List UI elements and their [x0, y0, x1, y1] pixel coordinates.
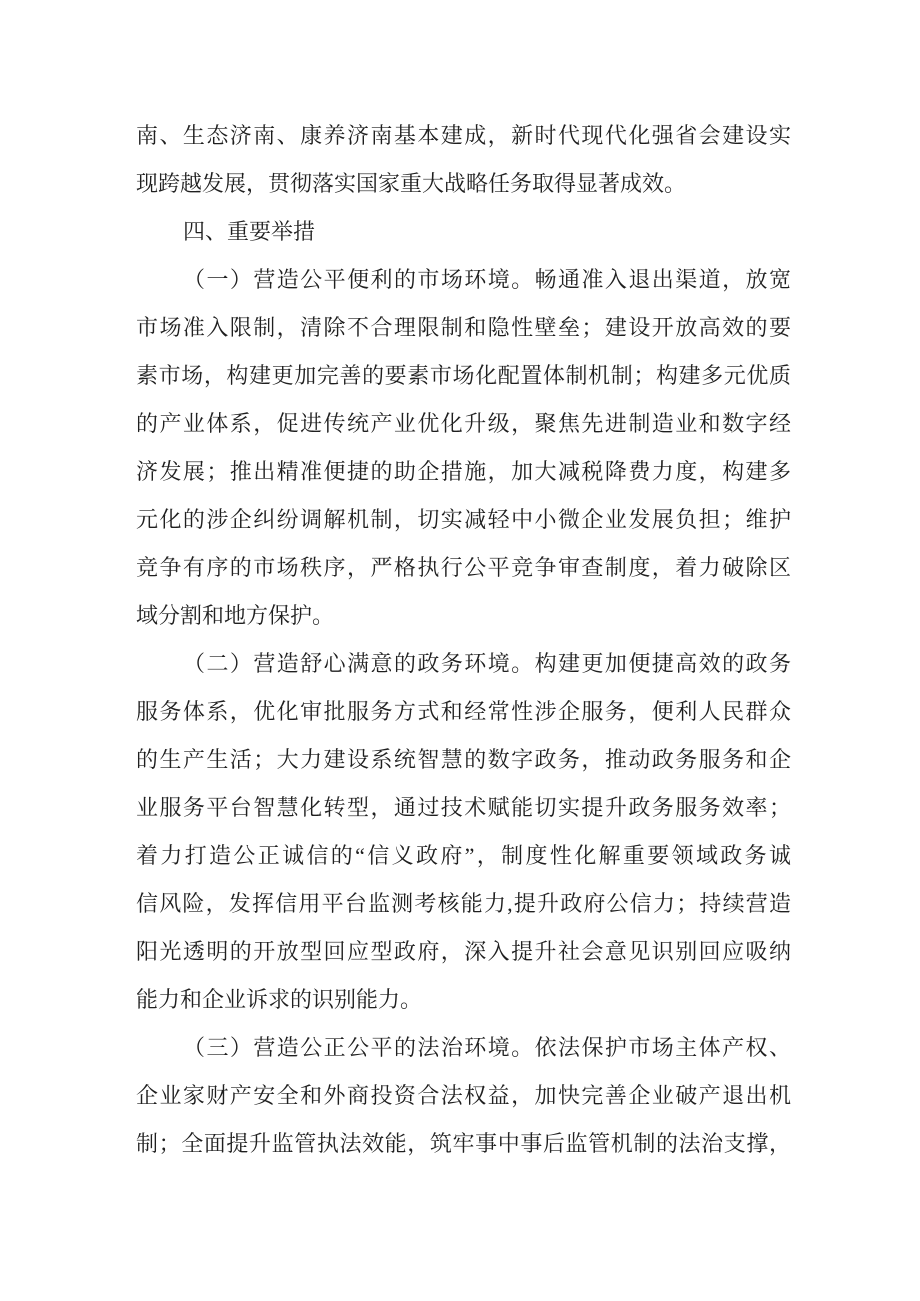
text-line: 济发展；推出精准便捷的助企措施，加大减税降费力度，构建多	[136, 459, 791, 484]
text-line: （三）营造公正公平的法治环境。依法保护市场主体产权、	[183, 1035, 791, 1060]
text-line: 企业家财产安全和外商投资合法权益，加快完善企业破产退出机	[136, 1083, 791, 1108]
text-line: 能力和企业诉求的识别能力。	[136, 987, 423, 1012]
section-heading-four	[136, 208, 791, 256]
paragraph-item-one	[136, 256, 791, 640]
text-line: 市场准入限制，清除不合理限制和隐性壁垒；建设开放高效的要	[136, 315, 791, 340]
text-line: 阳光透明的开放型回应型政府，深入提升社会意见识别回应吸纳	[136, 939, 791, 964]
paragraph-item-two	[136, 640, 791, 1024]
text-line: 域分割和地方保护。	[136, 603, 335, 628]
text-line: 的生产生活；大力建设系统智慧的数字政务，推动政务服务和企	[136, 747, 791, 772]
text-line: 元化的涉企纠纷调解机制，切实减轻中小微企业发展负担；维护	[136, 507, 791, 532]
text-line: 信风险，发挥信用平台监测考核能力,提升政府公信力；持续营造	[136, 891, 791, 916]
paragraph-item-three	[136, 1024, 791, 1168]
text-line: 制；全面提升监管执法效能，筑牢事中事后监管机制的法治支撑，	[136, 1131, 791, 1156]
paragraph-intro-continuation	[136, 112, 791, 208]
heading-line: 四、重要举措	[183, 219, 316, 244]
text-line: （一）营造公平便利的市场环境。畅通准入退出渠道，放宽	[183, 267, 791, 292]
text-line: 着力打造公正诚信的“信义政府”，制度性化解重要领域政务诚	[136, 843, 792, 868]
text-line: 现跨越发展，贯彻落实国家重大战略任务取得显著成效。	[136, 171, 687, 196]
text-line: 业服务平台智慧化转型，通过技术赋能切实提升政务服务效率；	[136, 795, 791, 820]
text-line: （二）营造舒心满意的政务环境。构建更加便捷高效的政务	[183, 651, 791, 676]
text-line: 南、生态济南、康养济南基本建成，新时代现代化强省会建设实	[136, 123, 791, 148]
text-line: 服务体系，优化审批服务方式和经常性涉企服务，便利人民群众	[136, 699, 791, 724]
text-line: 的产业体系，促进传统产业优化升级，聚焦先进制造业和数字经	[136, 411, 791, 436]
text-line: 竞争有序的市场秩序，严格执行公平竞争审查制度，着力破除区	[136, 555, 791, 580]
document-body	[136, 112, 791, 1168]
text-line: 素市场，构建更加完善的要素市场化配置体制机制；构建多元优质	[136, 363, 791, 388]
